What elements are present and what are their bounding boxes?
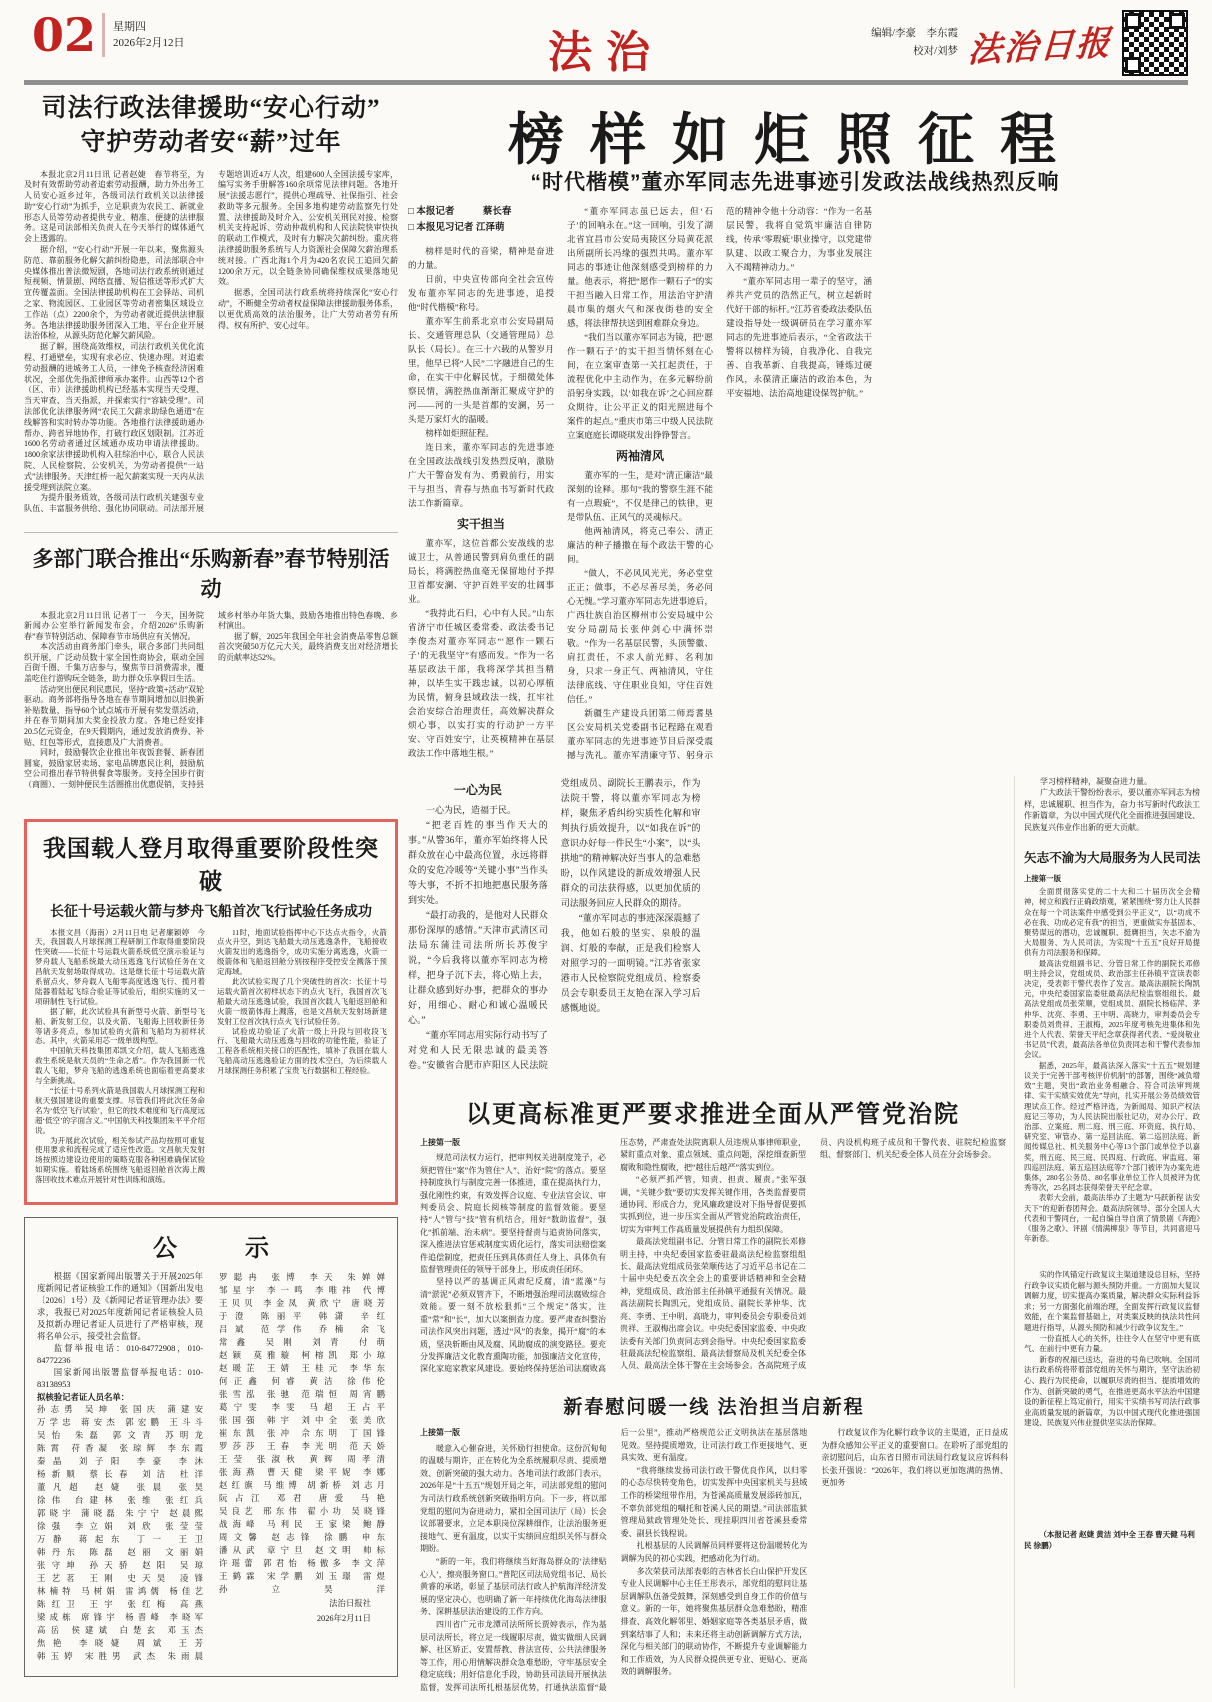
article-title xyxy=(24,92,398,160)
paragraph: 董亦军，这位首都公安战线的忠诚卫士，从普通民警到肩负重任的副局长，将满腔热血毫无保留地付予捍卫首都安澜、守护百姓平安的壮阔事业。 xyxy=(408,538,554,604)
paragraph: 四川省广元市龙潭司法所所长贾婷表示，作为基层司法所长，将立足一线履职尽责，做实做细人民调解、社区矫正、安置帮教、普法宣传、公共法律服务等工作，用心用情解决群众急难愁盼，守牢基层安全稳定底线；用好信息化手段，协助县司法局开展执法监督，发挥司法所扎根基层优势，打通执法监督“最后一公里”，推动严格规范公正文明执法在基层落地见效。坚持提质增效，让司法行政工作更接地气、更具实效、更有温度。 xyxy=(420,1428,808,1692)
name-row: 战海峰 马利民 王家梁 鲍静 xyxy=(219,1519,385,1529)
name-row: 韩玉婷 宋胜男 武杰 朱雨晨 xyxy=(37,1651,203,1661)
name-row: 吕斌 范学伟 乔楠 余飞 xyxy=(219,1324,385,1334)
editors xyxy=(871,25,958,61)
paragraph: “最打动我的，是他对人民群众那份深厚的感情。”天津市武清区司法局东蒲洼司法所所长苏俊宇说，“今后我将以董亦军同志为榜样，把身子沉下去，将心贴上去，让群众感到好办事，把群众的事办好，用细心、耐心和诚心温暖民心。” xyxy=(408,910,548,1025)
paragraph: 新疆生产建设兵团第二师焉耆垦区公安局机关党委副书记程路在观看董亦军同志的先进事迹节目后深受震撼与洗礼。董亦军清廉守节、躬身示范的精神令他十分动容：“作为一名基层民警，我将自觉筑牢廉洁自律防线，传承‘零瑕疵’职业操守，以党建带队建、以政工聚合力，为事业发展注入不竭精神动力。” xyxy=(567,206,872,760)
main-article-ending xyxy=(1024,776,1200,833)
page-header xyxy=(24,10,1188,76)
name-row: 葛宁雯 李雯 马超 王占平 xyxy=(219,1402,385,1412)
name-row: 陈霄 苻香凝 张琼辉 李东霞 xyxy=(37,1443,203,1453)
paragraph: 据介绍，“安心行动”开展一年以来，聚焦源头防范、靠前服务化解欠薪纠纷隐患，司法部联合中央媒体推出普法微短剧，各地司法行政系统则通过短视频、情景剧、网络直播、短信推送等形式扩大宣传覆盖面。全国法律援助机构在工会驿站、司机之家、物流园区、工业园区等劳动者密集区域设立工作站（点）2200余个，为劳动者就近提供法律服务。各地法律援助服务团深入工地、平台企业开展法治体检，从源头防范化解欠薪风险。 xyxy=(24,245,204,341)
paragraph: 为开展此次试验，相关参试产品均按照可重复使用要求和流程完成了适应性改造。文昌航天发射场按照边建设边使用的策略克服各种困难确保试验如期实施。着陆场系统围绕飞船返回舱首次海上溅落回收技术难点开展针对性训练和演练。 xyxy=(35,1135,205,1185)
left-column xyxy=(24,92,398,1677)
name-row: 阮占江 邓君 唐爱 马艳 xyxy=(219,1493,385,1503)
name-row: 吴良艺 邢东伟 翟小功 吴晓锋 xyxy=(219,1506,385,1516)
paragraph: 坚持以严的基调正风肃纪反腐，清“蓝藻”与清“淤泥”必须双管齐下，不断增强治理司法腐败综合效能。要一刻不放松狠抓“三个规定”落实，注重“常”和“长”，加大以案倒查力度。要严肃查纠整治司法作风突出问题，透过“风”的表象，揭开“腐”的本质，坚决斩断由风及腐、风助腐成的演变路径。要充分发挥廉洁文化教育熏陶功能，加强廉洁文化宣传，深化家庭家教家风建设。要始终保持惩治司法腐败高压态势，严肃查处法院离职人员违规从事律师职业，紧盯重点对象、重点领域、重点问题，深挖细查新型腐败和隐性腐败，把“越往后越严”落实到位。 xyxy=(420,1138,806,1374)
article-title: 以更高标准更严要求推进全面从严管党治院 xyxy=(466,1101,960,1128)
notice-body xyxy=(37,1271,385,1663)
name-row: 郭晓宇 蒲晓磊 朱宁宁 赵晨熙 xyxy=(37,1508,203,1518)
name-row: 徐强 李立娟 刘欣 张莹莹 xyxy=(37,1521,203,1531)
title-line-2: 守护劳动者安“薪”过年 xyxy=(80,128,342,156)
paragraph: 试验成功验证了火箭一级上升段与回收段飞行、飞船最大动压逃逸与回收的功能性能，验证了工程各系统相关接口的匹配性，填补了我国在载人飞船高动压逃逸验证方面的技术空白，为后续载人月球探测任务积累了宝贵飞行数据和工程经验。 xyxy=(217,1026,387,1076)
name-row: 孙立昊洋 xyxy=(219,1584,385,1594)
paragraph: 据了解，围绕高效维权，司法行政机关优化流程、打通壁垒，实现有求必应、快速办理。对追索劳动报酬的进城务工人员，一律免予核查经济困难状况，全部优先指派律师承办案件。山西等12个省（区、市）法律援助机构已经基本实现当天受理、当天审查、当天指派，并探索实行“容缺受理”。司法部优化法律服务网“农民工欠薪求助绿色通道”在线解答和实时转办等功能。各地推行法律援助通办帮办、跨省异地协作，打破行政区划限制。江苏近1600名劳动者通过区域通办成功申请法律援助。1800余家法律援助机构入驻综治中心，联合人民法院、人民检察院、公安机关，为劳动者提供“一站式”法律服务。天津红桥一起欠薪案实现一天内从法援受理到法院立案。 xyxy=(24,342,204,492)
notice-paragraphs xyxy=(37,1271,203,1391)
paragraph: 新春的祝福已送达，奋进的号角已吹响。全国司法行政系统将带着部党组的关怀与期许，坚守法治初心、践行为民使命，以履职尽责的担当、提质增效的作为、创新突破的勇气，在推进更高水平法治中国建设的新征程上笃定前行，用实干实绩书写司法行政事业高质量发展的新篇章，为以中国式现代化推进强国建设、民族复兴伟业提供坚实法治保障。 xyxy=(1024,1354,1200,1428)
continued-from-lead: 上接第一版 xyxy=(420,1428,460,1437)
name-row: 许瑶蕾 郭君怡 杨傲多 李文萍 xyxy=(219,1558,385,1568)
article-title: 多部门联合推出“乐购新春”春节特别活动 xyxy=(32,546,390,601)
paragraph: 他两袖清风，将克己奉公、清正廉洁的种子播撒在每个政法干警的心间。 xyxy=(567,526,713,564)
paragraph: “董亦军同志用一辈子的坚守，涵养共产党员的浩然正气，树立起新时代好干部的标杆。”江苏省委政法委队伍建设指导处一级调研员在学习董亦军同志的先进事迹后表示，“全省政法干警将以榜样为镜，自我净化、自我完善、自我革新、自我提高，锤炼过硬作风，永葆清正廉洁的政治本色，为平安福地、法治高地建设保驾护航。” xyxy=(726,276,872,398)
name-row: 赵暖芷 王婧 王桂元 李华东 xyxy=(219,1363,385,1373)
paragraph: 最高法党组副书记、分管日常工作的副院长邓修明主持，中央纪委国家监委驻最高法纪检监察组组长、最高法党组成员张荣顺传达了习近平总书记在二十届中央纪委五次全会上的重要讲话精神和全会精神，党组成员、政治部主任孙镇平通报有关情况。最高法副院长陶凯元，党组成员、副院长茅仲华、沈亮、李勇、王中明、高晓力，审判委员会专职委员刘贵祥、王淑梅出席会议。中央纪委国家监委、中央政法委有关部门负责同志到会指导。中央纪委国家监委驻最高法纪检监察组、最高法督察局及机关纪委全体人员、最高法全体干警在主会场参会。各高院班子成员、内设机构班子成员和干警代表、驻院纪检监察组、督察部门、机关纪委全体人员在分会场参会。 xyxy=(620,1138,1006,1371)
paragraph: 根据《国家新闻出版署关于开展2025年度新闻记者证核验工作的通知》（国新出发电〔2026〕1号）及《新闻记者证管理办法》要求，我报已对2025年度新闻记者证核验人员及拟新办理记者证人员进行了严格审核，现将名单公示，接受社会监督。 xyxy=(37,1271,203,1341)
paragraph: 规范司法权力运行，把审判权关进制度笼子，必须把管住“案”作为管住“人”、治好“院”的落点。要坚持制度执行与制度完善一体推进，重在提高执行力，强化刚性约束，有效发挥合议庭、专业法官会议、审判委员会、院庭长阅核等制度的监督效能。要坚持“人”管与“技”管有机结合，用好“数助监督”，强化“抓前端、治未病”。要坚持督责与追责协同落实，深入推进法官惩戒制度实质化运行，落实司法赔偿案件追偿制度，把责任压到具体责任人身上、具体负有监督管理责任的领导干部身上，形成责任闭环。 xyxy=(420,1153,606,1275)
paragraph: 监督举报电话：010-84772908，010-84772236 xyxy=(37,1343,203,1365)
paragraph: 行政复议作为化解行政争议的主渠道，正日益成为群众感知公平正义的重要窗口。在聆听了部党组的亲切慰问后，山东省日照市司法局行政复议应诉科科长张开强说：“2026年，我们将以更加饱满的热情、更加务 xyxy=(821,1428,1008,1488)
paragraph: “我将继续发扬司法行政干警优良作风，以归零的心态尽快转变角色，切实发挥中央国家机关与县域工作的桥梁纽带作用，为苍溪高质量发展添砖加瓦，不辜负部党组的嘱托和苍溪人民的期望。”司法部监狱管理局狱政管理处处长、现挂职四川省苍溪县委常委、副县长钱程说。 xyxy=(620,1465,808,1538)
name-row: 董凡超 赵婕 张晨 张昊 xyxy=(37,1482,203,1492)
paragraph: 此次试验实现了几个突破性的首次：长征十号运载火箭首次初样状态下的点火飞行，我国首次飞船最大动压逃逸试验，我国首次载人飞船返回舱和火箭一级箭体海上溅落，也是文昌航天发射场新建发射工位首次执行点火飞行试验任务。 xyxy=(217,977,387,1026)
paragraph: “新的一年，我们将继续当好海岛群众的‘法律贴心人’，擦亮服务窗口。”普陀区司法局党组书记、局长黄睿的承诺，彰显了基层司法行政人护航海洋经济发展的坚定决心，也明确了新一年持续优化海岛法律服务、深耕基层法治建设的工作方向。 xyxy=(420,1556,607,1617)
paragraph: 本报文昌（海南）2月11日电 记者廉颖婷 今天，我国载人月球探测工程研制工作取得重要阶段性突破——长征十号运载火箭系统低空演示验证与梦舟载人飞船系统最大动压逃逸飞行试验任务在文昌航天发射场取得成功。这是继长征十号运载火箭系留点火、梦舟载人飞船零高度逃逸飞行、揽月着陆器着陆起飞综合验证等试验后，组织实施的又一项研制性飞行试验。 xyxy=(35,927,205,1006)
paragraph: 榜样如炬照征程。 xyxy=(425,428,494,438)
masthead-block xyxy=(871,10,1188,76)
editor-names: 编辑/李豪 李东霞 xyxy=(871,28,958,40)
paragraph: 本报北京2月11日讯 记者丁一 今天，国务院新闻办公室举行新闻发布会，介绍2026“乐购新春”春节特别活动、保障春节市场供应有关情况。 xyxy=(24,610,204,641)
name-row: 罗聪冉 张博 李天 朱婵婵 xyxy=(219,1272,385,1282)
qr-finder-icon xyxy=(1125,13,1141,29)
paragraph: 本次活动由商务部门牵头，联合多部门共同组织开展，广泛动员数十家全国性商协会，联动全国百街千圈、千集万店参与，聚焦节日消费需求，覆盖吃住行游购玩全链条，助力群众乐享假日生活。 xyxy=(24,642,204,684)
section-header: 实干担当 xyxy=(456,517,505,531)
article-body xyxy=(420,1427,1008,1695)
right-rail xyxy=(1014,776,1200,1688)
paragraph: 多次荣获司法部表彰的吉林省长白山保护开发区专业人民调解中心主任王彤表示，部党组的慰问让基层调解队伍备受鼓舞，深刻感受到自身工作的价值与意义。新的一年，她将聚焦基层群众急难愁盼，精准排查、高效化解邻里、婚姻家庭等各类基层矛盾，做到案结事了人和；未来还将主动创新调解方式方法，深化与相关部门的联动协作，不断提升专业调解能力和工作质效，为人民群众提供更专业、更贴心、更高效的调解服务。 xyxy=(620,1566,808,1677)
paragraph: 实的作风锚定行政复议主渠道建设总目标，坚持行政争议实质化解与源头预防并重。一方面加大复议调解力度，切实提高办案质量，解决群众实际利益诉求；另一方面强化前端治理，全面发挥行政复议监督效能，在个案监督基础上，对类案反映的执法共性问题进行指导，从源头预防和减少行政争议发生。” xyxy=(1024,1270,1200,1332)
continued-from-lead: 上接第一版 xyxy=(420,1138,460,1147)
paragraph: “必须严抓严管，知责、担责、履责。”张军强调，“关键少数”要切实发挥关键作用，各类监督要贯通协同、形成合力，党风廉政建设对下指导督促要抓实抓到位，进一步压实全面从严管党治院政治责任，切实为审判工作高质量发展提供有力组织保障。 xyxy=(620,1175,806,1234)
qr-code-icon xyxy=(1122,10,1188,76)
article-moon-mission-box xyxy=(24,819,398,1205)
paragraph: “把老百姓的事当作天大的事。”从警36年，董亦军始终将人民群众放在心中最高位置，永远将群众的安危冷暖等“关键小事”当作头等大事，不折不扣地把惠民服务落到实处。 xyxy=(408,820,548,905)
notice-title: 公 示 xyxy=(153,1235,291,1262)
main-headline: 榜样如炬照征程 xyxy=(508,108,1082,171)
name-row: 何正鑫 何睿 黄洁 徐伟伦 xyxy=(219,1376,385,1386)
paragraph: 连日来，董亦军同志的先进事迹在全国政法战线引发热烈反响，激励广大干警奋发有为、勇毅前行，用实干与担当、青春与热血书写新时代政法工作新篇章。 xyxy=(408,442,554,508)
paragraph: “董亦军同志的事迹深深震撼了我，他如石般的坚实、泉般的温润、灯般的奉献，正是我们检察人对照学习的一面明镜。”江苏省张家港市人民检察院党组成员、检察委员会专职委员王友艳在深入学习后感慨地说。 xyxy=(560,913,701,1013)
article-shopping-festival xyxy=(24,532,398,809)
section-title: 法治 xyxy=(548,28,664,77)
paragraph: 本报北京2月11日讯 记者赵婕 春节将至，为及时有效帮助劳动者追索劳动报酬，助力外出务工人员安心返乡过年，各级司法行政机关以法律援助“安心行动”为抓手，立足职责为农民工、新就业形态人员等劳动者提供专业、精准、便捷的法律服务。这是司法部相关负责人在今天举行的媒体通气会上透露的。 xyxy=(24,169,204,244)
name-row: 陈红卫 王宇 张红梅 高燕 xyxy=(37,1599,203,1609)
name-row: 徐伟 台建林 张维 张红兵 xyxy=(37,1495,203,1505)
article-party-discipline xyxy=(420,1094,1006,1385)
name-row: 张雪泓 张驰 范瑞恒 周宵鹏 xyxy=(219,1389,385,1399)
paragraph: 学习榜样精神，凝聚奋进力量。 xyxy=(1040,777,1152,786)
byline-trainee: □ 本报见习记者 江泽萌 xyxy=(408,222,505,233)
article-body xyxy=(420,1137,1006,1385)
paragraph: 为提升服务质效，各级司法行政机关建强专业队伍、丰富服务供给、强化协同联动。司法部开展专题培训近4万人次，组建600人全国法援专家库，编写实务手册解答160余项常见法律问题。各地开展“法援志愿行”，提供心理疏导、社保指引、社会救助等多元服务。全国多地构建劳动监察先行处置、法律援助及时介入、公安机关刑民对接、检察机关支持起诉、劳动仲裁机构和人民法院快审快执的联动工作模式，及时有力解决欠薪纠纷。重庆将法律援助服务系统与人力资源社会保障欠薪治理系统对接。广西北海1个月为420名农民工追回欠薪1200余万元，以全链条协同确保维权成果落地见效。 xyxy=(24,169,398,514)
paragraph: 广大政法干警纷纷表示，要以董亦军同志为榜样，忠诚履职、担当作为，奋力书写新时代政法工作新篇章，为以中国式现代化全面推进强国建设、民族复兴伟业作出新的更大贡献。 xyxy=(1024,788,1200,832)
paragraph: 国家新闻出版署监督举报电话：010-83138953 xyxy=(37,1367,203,1389)
name-row: 韩丹东 陈磊 赵丽 文丽娟 xyxy=(37,1547,203,1557)
name-row: 万学忠 蒋安杰 郭宏鹏 王斗斗 xyxy=(37,1417,203,1427)
paragraph: 一份直抵人心的关怀，往往令人在坚守中更有底气、在前行中更有力量。 xyxy=(1024,1333,1200,1354)
name-row: 王贝贝 李金凤 黄欣宁 唐晓芳 xyxy=(219,1298,385,1308)
header-rule xyxy=(24,80,1188,85)
name-row: 焦艳 李晓婕 周斌 王芳 xyxy=(37,1638,203,1648)
sign-date: 2026年2月11日 xyxy=(316,1613,371,1623)
page-number: 02 xyxy=(32,8,97,62)
main-article-body-top xyxy=(408,204,1190,764)
paragraph: 全面贯彻落实党的二十大和二十届历次全会精神，树立和践行正确政绩观，紧紧围绕“努力让人民群众在每一个司法案件中感受到公平正义”，以“功成不必在我、功成必定有我”的担当，更重做实夯基固本、聚势谋远的潜功，忠诚履职、挺膺担当，矢志不渝为大局服务、为人民司法，为实现“十五五”良好开局提供有力司法服务和保障。 xyxy=(1024,887,1200,958)
qr-finder-icon xyxy=(1125,57,1141,73)
article-title: 我国载人登月取得重要阶段性突破 xyxy=(43,835,379,894)
name-row: 邹星宇 李一鸣 李唯祎 代博 xyxy=(219,1285,385,1295)
paragraph: 11时，地面试验指挥中心下达点火指令，火箭点火升空，到达飞船最大动压逃逸条件，飞船接收火箭发出的逃逸指令，成功实施分离逃逸，火箭一级箭体和飞船返回舱分别按程序受控安全溅落于预定海域。 xyxy=(217,927,387,977)
article-continuation xyxy=(1024,1270,1200,1530)
name-row: 潘从武 章宁旦 赵文明 帅标 xyxy=(219,1545,385,1555)
name-row: 吴怡 朱磊 郭文青 苏明龙 xyxy=(37,1430,203,1440)
paragraph: 同时，鼓励餐饮企业推出年夜饭套餐、新春团圆宴，鼓励家居卖场、家电品牌惠民让利，鼓励航空公司推出春节特供餐食等服务。支持全国步行街（商圈）、一刻钟便民生活圈推出优惠促销，支持县域乡村举办年货大集，鼓励各地推出特色春晚、乡村演出。 xyxy=(24,610,398,789)
paragraph: 据了解，此次试验具有新型号火箭、新型号飞船、新发射工位，以及火箭、飞船海上回收新任务等诸多亮点。参加试验的火箭和飞船均为初样状态。其中，火箭采用芯一级单级构型。 xyxy=(35,1006,205,1046)
name-row: 周文馨 赵志锋 徐鹏 申东 xyxy=(219,1532,385,1542)
name-row: 王鹤霖 宋学鹏 刘玉璟 雷煜 xyxy=(219,1571,385,1581)
name-row: 王艺茗 王刚 史天昊 凌锋 xyxy=(37,1573,203,1583)
paragraph: “我们当以董亦军同志为镜，把‘愿作一颗石子’的实干担当情怀刻在心间，在立案审查第一关扛起责任，于流程优化中主动作为，在多元解纷前沿躬身实践，以‘如我在诉’之心回应群众期待，让公平正义的阳光照进每个案件的起点。”重庆市第三中级人民法院立案庭庭长谭晓琪发出铮铮誓言。 xyxy=(567,332,713,440)
name-row: 高岳 侯建斌 白楚玄 邓玉杰 xyxy=(37,1625,203,1635)
paragraph: 一心为民，造福于民。 xyxy=(426,805,517,815)
main-article-body-band xyxy=(408,776,1006,1078)
paragraph: “董亦军同志用实际行动书写了对党和人民无限忠诚的最美答卷。”安徽省合肥市庐阳区人民法院党组成员、副院长王鹏表示，作为法院干警，将以董亦军同志为榜样，聚焦矛盾纠纷实质性化解和审判执行质效提升，以“如我在诉”的意识办好每一件民生“小案”，以“头拱地”的精神解决好当事人的急难愁盼，以作风建设的新成效增强人民群众的司法获得感，以更加优质的司法服务回应人民群众的期待。 xyxy=(408,778,701,1070)
main-subhead: “时代楷模”董亦军同志先进事迹引发政法战线热烈反响 xyxy=(530,171,1060,194)
paragraph: 中国航天科技集团邓凯文介绍，载人飞船逃逸救生系统是航天员的“生命之盾”。作为我国新一代载人飞船，梦舟飞船的逃逸系统也面临着更高要求与全新挑战。 xyxy=(35,1046,205,1086)
continued-from-lead: 上接第一版 xyxy=(1024,874,1061,884)
weekday: 星期四 xyxy=(113,20,147,33)
name-row: 梁成栋 席锋宇 杨晋峰 李晓军 xyxy=(37,1612,203,1622)
signer: 法治日报社 xyxy=(329,1598,371,1608)
name-row: 赵颖 莫雅璇 柯榕凯 郑小琼 xyxy=(219,1350,385,1360)
paragraph: 最高法党组副书记、分管日常工作的副院长邓修明主持会议，党组成员、政治部主任孙镇平宣读表彰决定，受表彰干警代表作了发言。最高法副院长陶凯元，中央纪委国家监委驻最高法纪检监察组组长、最高法党组成员张荣顺，党组成员、副院长杨临萍、茅仲华、沈亮、李勇、王中明、高晓力，审判委员会专职委员刘贵祥、王淑梅，2025年度考核先进集体和先进个人代表、荣誉天平纪念章获得者代表、“爱岗敬业书记员”代表，最高法各单位负责同志和干警代表参加会议。 xyxy=(1024,958,1200,1060)
name-row: 于澄 陈丽平 韩潇 辛红 xyxy=(219,1311,385,1321)
paragraph: 榜样是时代的音梁，精神是奋进的力量。 xyxy=(408,246,554,270)
notice-signature xyxy=(219,1596,385,1626)
article-title: 新春慰问暖一线 法治担当启新程 xyxy=(563,1397,865,1418)
paragraph: 扎根基层的人民调解员同样要将这份温暖转化为调解为民的初心实践，把感动化为行动。 xyxy=(620,1541,808,1563)
paragraph: “我持此石归，心中有人民。”山东省济宁市任城区委常委、政法委书记李俊杰对董亦军同志“‘愿作一颗石子’的无我坚守”有感而发。“作为一名基层政法干部，我将深学其担当精神，以毕生实干践忠诚，以初心厚植为民情，俯身县域政法一线，扛牢社会治安综合治理责任，高效解决群众烦心事，以实打实的行动护一方平安、守百姓安宁，让英模精神在基层政法工作中落地生根。” xyxy=(408,608,554,758)
name-row: 王莹 张淑秋 黄辉 周孝清 xyxy=(219,1454,385,1464)
paragraph: 暖意入心催奋进，关怀励行担使命。这份沉甸甸的温暖与期许，正在转化为全系统履职尽责、提质增效、创新突破的强大动力。各地司法行政部门表示，2026年是“十五五”规划开局之年，司法部党组的慰问为司法行政系统创新突破指明方向。下一步，将以部党组的慰问为奋进动力，紧扣全国司法厅（局）长会议部署要求，立足本职岗位深耕细作，让法治服务更接地气、更有温度，以实干实绩回应组织关怀与群众期盼。 xyxy=(420,1443,607,1554)
name-row: 常鑫 吴刚 刘青 付萌 xyxy=(219,1337,385,1347)
paragraph: 表彰大会前，最高法举办了主题为“马跃新程 法安天下”的迎新春团拜会。最高法院领导、部分全国人大代表和干警同台，一起自编自导自演了情景剧《奔跑》《服务之歌》、评剧《情满柳泉》等节目，共同喜迎马年新春。 xyxy=(1024,1193,1200,1244)
article-subtitle: 长征十号运载火箭与梦舟飞船首次飞行试验任务成功 xyxy=(50,904,372,920)
article-body xyxy=(24,170,398,522)
paragraph: “董亦军同志虽已远去，但‘石子’的回响永在。”这一回响，引发了湖北省宜昌市公安局夷陵区分局黄花派出所副所长冯缘的强烈共鸣。董亦军同志的事迹让他深刻感受到榜样的力量。他表示，将把“愿作一颗石子”的实干担当融入日常工作，用法治守护清晨市集的烟火气和深夜街巷的安全感，将法律帮扶送到困难群众身边。 xyxy=(567,206,713,328)
article-new-year-greetings xyxy=(420,1392,1008,1695)
paragraph: 董亦军生前系北京市公安局副局长、交通管理总队（交通管理局）总队长（局长）。在三十六载的从警岁月里，他早已将“人民”二字融进自己的生命，在实干中化解民忧，于细微处体察民情，满腔热血渐渐汇聚成守护的河——河的一头是首都的安澜，另一头是万家灯火的温暖。 xyxy=(408,316,554,424)
article-legal-aid xyxy=(24,92,398,522)
public-notice-box xyxy=(24,1217,398,1677)
paragraph: 董亦军的一生，是对“清正廉洁”最深刻的诠释。那句“我的警察生涯不能有一点瑕疵”，不仅是律己的铁律，更是带队伍、正风气的灵魂标尺。 xyxy=(567,470,713,522)
article-body xyxy=(35,928,387,1196)
title-line-1: 司法行政法律援助“安心行动” xyxy=(41,95,381,122)
byline-reporter: □ 本报记者 蔡长春 xyxy=(408,206,512,217)
main-article-paragraphs xyxy=(408,204,872,764)
name-row: 孙志勇 吴坤 张国庆 蒲建安 xyxy=(37,1404,203,1414)
proofreader: 校对/刘梦 xyxy=(913,46,958,57)
name-row: 崔东凯 张冲 佘东明 丁国锋 xyxy=(219,1428,385,1438)
paragraph: 据悉，2025年，最高法深入落实“十五五”规划建议关于“完善干部考核评价机制”的部署，围绕“减负增效”主题，突出“政治业务相融合、符合司法审判规律、实干实绩实效优先”导向，扎实开展公务员绩效管理试点工作。经过严格评选，为新闻局、知识产权法庭记三等功，为人民法院出版社记功，对办公厅、政治部、立案庭、刑二庭、刑三庭、环资庭、执行局、研究室、审管办、第一巡回法庭、第二巡回法庭、新闻传媒总社、机关服务中心等13个部门或单位予以嘉奖，刑五庭、民三庭、民四庭、行政庭、审监庭、第四巡回法庭、第五巡回法庭等7个部门被评为办案先进集体，280名公务员、80名事业单位工作人员被评为优秀等次，25名同志获得荣誉天平纪念章。 xyxy=(1024,1060,1200,1193)
article-body xyxy=(24,611,398,809)
masthead: 法治日报 xyxy=(966,24,1113,70)
section-header: 一心为民 xyxy=(453,783,502,797)
name-row: 赵红旗 马维博 胡新桥 刘志月 xyxy=(219,1480,385,1490)
paragraph: 据悉，全国司法行政系统将持续深化“安心行动”，不断健全劳动者权益保障法律援助服务体系，以更优质高效的法治服务，让广大劳动者劳有所得、权有所护、安心过年。 xyxy=(218,288,398,330)
paragraph: 活动突出便民利民惠民，坚持“政策+活动”双轮驱动。商务部将指导各地在春节期间增加以旧换新补贴数量，指导60个试点城市开展有奖发票活动，并在春节期间加大奖金投放力度。各地已经安排20.5亿元资金，在9天假期内，通过发放消费券、补贴、红包等形式，直接惠及广大消费者。 xyxy=(24,684,204,747)
article-body xyxy=(1024,874,1200,1262)
name-row: 张海燕 曹天健 梁平妮 李娜 xyxy=(219,1467,385,1477)
qr-finder-icon xyxy=(1169,13,1185,29)
section-header: 两袖清风 xyxy=(615,449,664,463)
name-list-label: 拟核验记者证人员名单： xyxy=(37,1391,130,1402)
name-row: 杨新顺 蔡长春 刘洁 杜洋 xyxy=(37,1469,203,1479)
paragraph: 日前，中央宣传部向全社会宣传发布董亦军同志的先进事迹，追授他“时代楷模”称号。 xyxy=(408,274,554,312)
name-row: 秦晶 刘子阳 李豪 李沐 xyxy=(37,1456,203,1466)
name-row: 林楠特 马树娟 雷鸿儒 杨佳艺 xyxy=(37,1586,203,1596)
date: 2026年2月12日 xyxy=(113,37,185,49)
name-row: 张守坤 孙天骄 赵阳 吴琼 xyxy=(37,1560,203,1570)
name-row: 张国强 韩宇 刘中全 张美欣 xyxy=(219,1415,385,1425)
paragraph: “长征十号系列火箭是我国载人月球探测工程和航天强国建设的重要支撑。尽管我们将此次任务命名为‘低空飞行试验’，但它的技术难度和飞行高度远超‘低空’的字面含义。”中国航天科技集团朱平平介绍说。 xyxy=(35,1086,205,1135)
name-row: 罗莎莎 王春 李光明 范天娇 xyxy=(219,1441,385,1451)
paragraph: 据了解，2025年我国全年社会消费品零售总额首次突破50万亿元大关，最终消费支出对经济增长的贡献率达52%。 xyxy=(218,631,398,662)
paragraph: “做人，不必风风光光，务必堂堂正正；做事，不必尽善尽美，务必问心无愧。”学习董亦军同志先进事迹后，广西壮族自治区柳州市公安局城中公安分局副局长张仲剑心中满怀崇敬。“作为一名基层民警，头顶警徽、肩扛责任，不求人前光鲜、名利加身，只求一身正气、两袖清风，守住法律底线、守住职业良知，守住百姓信任。” xyxy=(567,568,713,704)
reporters-signature: （本报记者 赵婕 黄洁 刘中全 王春 曹天健 马利民 徐鹏） xyxy=(1024,1530,1195,1550)
article-title-supreme-court: 矢志不渝为大局服务为人民司法 xyxy=(1024,851,1201,866)
name-row: 万静 蒋起东 丁一 王卫 xyxy=(37,1534,203,1544)
